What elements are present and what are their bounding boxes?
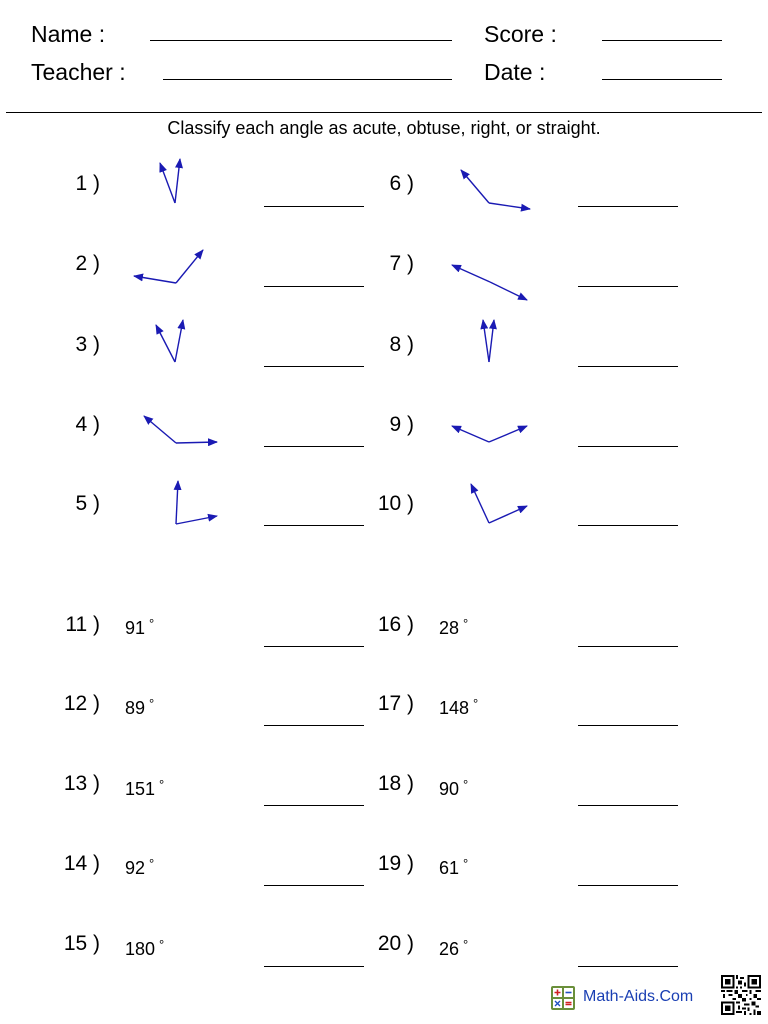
problem-number: 15 ) (63, 932, 100, 955)
angle-measure: 92 ° (125, 856, 155, 878)
date-label: Date : (484, 59, 546, 85)
angle-measure: 90 ° (439, 777, 469, 799)
problem-number: 17 ) (377, 692, 414, 715)
problem-number: 9 ) (389, 413, 414, 436)
angle-figure-3 (156, 320, 183, 362)
answer-blank[interactable] (578, 646, 678, 647)
problem-number: 20 ) (377, 932, 414, 955)
angle-figure-8 (483, 320, 494, 362)
problem-number: 5 ) (75, 492, 100, 515)
angle-figure-4 (144, 416, 217, 443)
brand-name[interactable]: Math-Aids.Com (583, 988, 694, 1005)
problem-number: 18 ) (377, 772, 414, 795)
answer-blank[interactable] (264, 725, 364, 726)
answer-blank[interactable] (264, 646, 364, 647)
problem-number: 1 ) (75, 172, 100, 195)
angle-figure-5 (176, 481, 217, 524)
problem-number: 6 ) (389, 172, 414, 195)
angle-measure: 89 ° (125, 696, 155, 718)
angle-measure: 148 ° (439, 696, 479, 718)
problem-number: 10 ) (377, 492, 414, 515)
problem-number: 7 ) (389, 252, 414, 275)
problem-number: 4 ) (75, 413, 100, 436)
angle-figure-10 (471, 484, 527, 523)
problem-number: 16 ) (377, 613, 414, 636)
problem-number: 3 ) (75, 333, 100, 356)
teacher-label: Teacher : (31, 59, 126, 85)
calculator-icon (551, 986, 575, 1010)
angle-figure-9 (452, 426, 527, 442)
answer-blank[interactable] (264, 885, 364, 886)
problem-number: 12 ) (63, 692, 100, 715)
problem-number: 14 ) (63, 852, 100, 875)
answer-blank[interactable] (264, 966, 364, 967)
score-label: Score : (484, 21, 557, 47)
problem-number: 2 ) (75, 252, 100, 275)
angle-figure-7 (452, 265, 527, 300)
angle-figure-1 (160, 159, 180, 203)
problem-number: 8 ) (389, 333, 414, 356)
problem-number: 19 ) (377, 852, 414, 875)
angle-measure: 151 ° (125, 777, 165, 799)
answer-blank[interactable] (264, 805, 364, 806)
answer-blank[interactable] (578, 725, 678, 726)
answer-blank[interactable] (578, 966, 678, 967)
problem-number: 11 ) (65, 613, 100, 636)
answer-blank[interactable] (578, 885, 678, 886)
answer-blank[interactable] (578, 805, 678, 806)
angle-measure: 26 ° (439, 937, 469, 959)
instructions: Classify each angle as acute, obtuse, right, or straight. (167, 118, 601, 138)
angle-measure: 28 ° (439, 616, 469, 638)
angle-measure: 180 ° (125, 937, 165, 959)
angle-measure: 61 ° (439, 856, 469, 878)
angle-figure-2 (134, 250, 203, 283)
angle-figure-6 (461, 170, 530, 209)
qr-code-icon (721, 975, 761, 1015)
name-label: Name : (31, 21, 106, 47)
problem-number: 13 ) (63, 772, 100, 795)
angle-measure: 91 ° (125, 616, 155, 638)
